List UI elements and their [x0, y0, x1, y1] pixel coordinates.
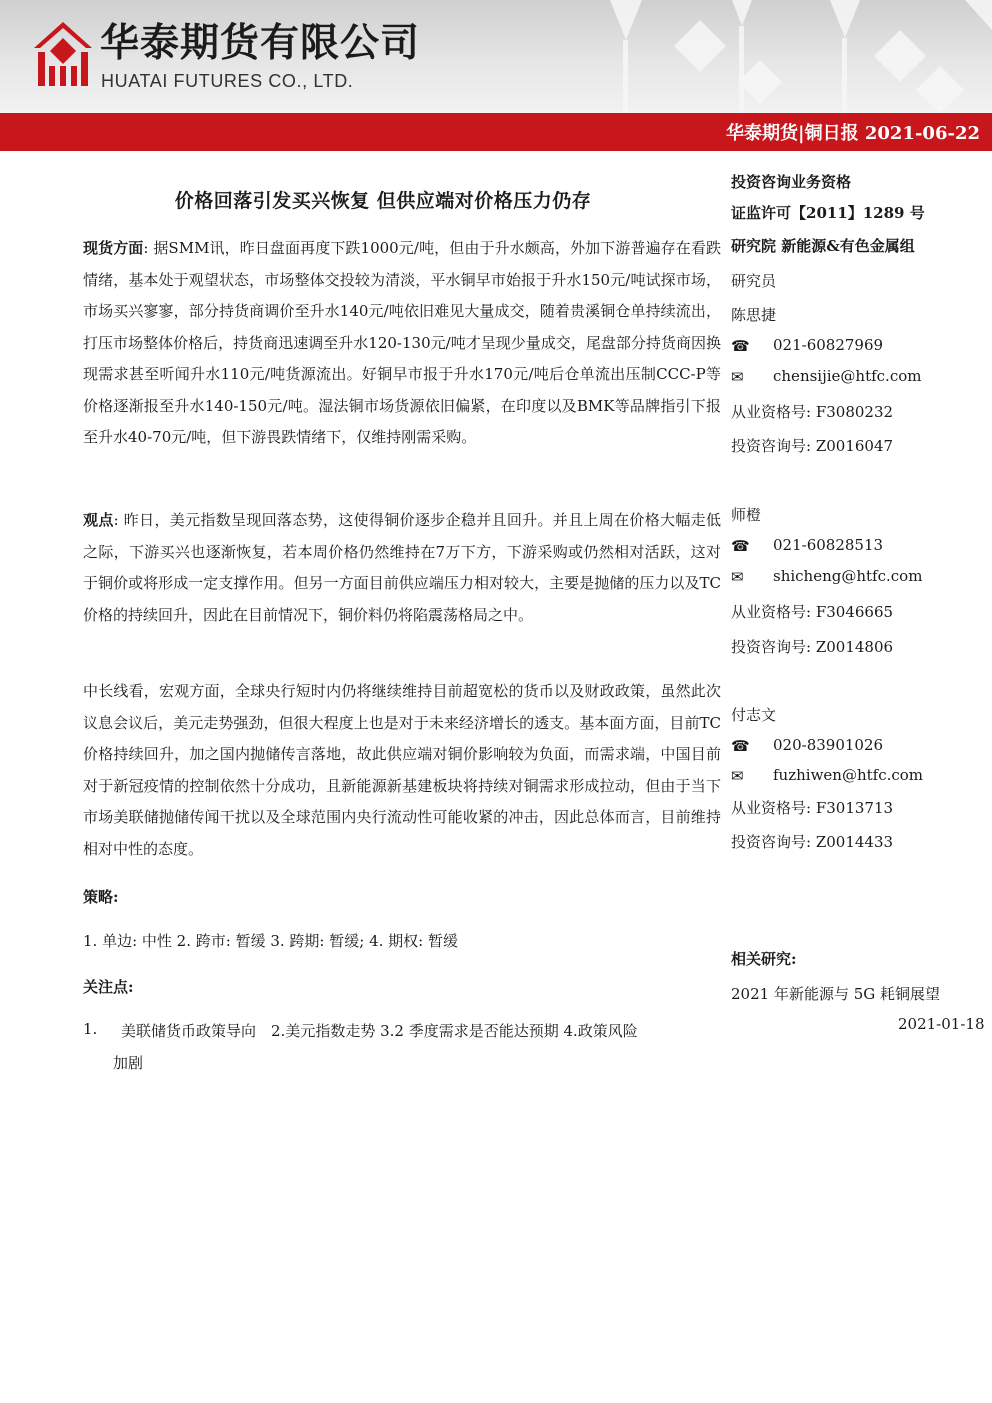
analyst-consult: 投资咨询号: Z0016047 — [731, 437, 894, 455]
long-term-paragraph: 中长线看，宏观方面，全球央行短时内仍将继续维持目前超宽松的货币以及财政政策，虽然此次议息会议后，美元走势强劲，但很大程度上也是对于未来经济增长的透支。基本面方面，目前TC价格持续回升，加之国内抛储传言落地，故此供应端对铜价影响较为负面，而需求端，中国目前对于新冠疫情的控制依然十分成功，且新能源新基建板块将持续对铜需求形成拉动，但由于当下市场美联储抛储传闻干扰以及全球范围内央行流动性可能收紧的冲击，因此总体而言，目前维持相对中性的态度。 — [83, 682, 721, 858]
analyst-email[interactable]: shicheng@htfc.com — [773, 567, 923, 585]
analyst-consult: 投资咨询号: Z0014806 — [731, 638, 894, 656]
phone-icon: ☎ — [731, 737, 750, 755]
company-logo-icon — [34, 22, 92, 86]
email-icon: ✉ — [731, 568, 744, 586]
analyst-name: 付志文 — [731, 706, 777, 724]
related-research-item[interactable]: 2021 年新能源与 5G 耗铜展望 — [731, 985, 941, 1003]
report-header — [0, 0, 992, 113]
analyst-phone-row — [731, 536, 981, 555]
strategy-text: 1. 单边: 中性 2. 跨市: 暂缓 3. 跨期: 暂缓; 4. 期权: 暂缓 — [83, 932, 458, 950]
view-paragraph — [83, 505, 721, 631]
analyst-email[interactable]: chensijie@htfc.com — [773, 367, 922, 385]
analyst-email-row — [731, 367, 981, 386]
related-research-title: 相关研究: — [731, 950, 797, 968]
analyst-phone-row — [731, 336, 981, 355]
analyst-name: 师橙 — [731, 506, 762, 524]
email-icon: ✉ — [731, 368, 744, 386]
analyst-phone: 021-60828513 — [773, 536, 884, 554]
focus-number: 1. — [83, 1020, 98, 1038]
phone-icon: ☎ — [731, 537, 750, 555]
focus-line-1: 美联储货币政策导向 2.美元指数走势 3.2 季度需求是否能达预期 4.政策风险 — [121, 1022, 638, 1040]
department: 研究院 新能源&有色金属组 — [731, 237, 915, 255]
analyst-name: 陈思捷 — [731, 306, 777, 324]
report-tag: 华泰期货|铜日报 2021-06-22 — [726, 123, 980, 144]
qualification-title: 投资咨询业务资格 — [731, 173, 852, 191]
related-research-date: 2021-01-18 — [898, 1015, 985, 1033]
analyst-consult: 投资咨询号: Z0014433 — [731, 833, 894, 851]
focus-title: 关注点: — [83, 978, 134, 996]
analyst-phone: 021-60827969 — [773, 336, 884, 354]
role-label: 研究员 — [731, 272, 777, 290]
company-name-cn: 华泰期货有限公司 — [100, 21, 421, 66]
analyst-email-row — [731, 567, 981, 586]
report-tag-bar — [0, 113, 992, 151]
view-label: 观点 — [83, 511, 114, 529]
license-number: 证监许可【2011】1289 号 — [731, 204, 925, 222]
analyst-cert: 从业资格号: F3013713 — [731, 799, 894, 817]
analyst-cert: 从业资格号: F3046665 — [731, 603, 894, 621]
analyst-cert: 从业资格号: F3080232 — [731, 403, 894, 421]
focus-line-2: 加剧 — [113, 1054, 144, 1072]
header-decoration — [380, 0, 992, 113]
analyst-email[interactable]: fuzhiwen@htfc.com — [773, 766, 924, 784]
report-title: 价格回落引发买兴恢复 但供应端对价格压力仍存 — [174, 190, 592, 212]
spot-paragraph — [83, 233, 721, 454]
analyst-phone: 020-83901026 — [773, 736, 884, 754]
spot-label: 现货方面 — [83, 239, 144, 257]
view-text: : 昨日，美元指数呈现回落态势，这使得铜价逐步企稳并且回升。并且上周在价格大幅走低之际，下游买兴也逐渐恢复，若本周价格仍然维持在7万下方，下游采购或仍然相对活跃，这对于铜价或将形成一定支撑作用。但另一方面目前供应端压力相对较大，主要是抛储的压力以及TC价格的持续回升，因此在目前情况下，铜价料仍将陷震荡格局之中。 — [83, 511, 721, 624]
analyst-email-row — [731, 766, 981, 785]
analyst-phone-row — [731, 736, 981, 755]
strategy-title: 策略: — [83, 888, 119, 906]
company-name-en: HUATAI FUTURES CO., LTD. — [101, 71, 354, 91]
email-icon: ✉ — [731, 767, 744, 785]
phone-icon: ☎ — [731, 337, 750, 355]
spot-text: : 据SMM讯，昨日盘面再度下跌1000元/吨，但由于升水颇高，外加下游普遍存在看跌情绪，基本处于观望状态，市场整体交投较为清淡，平水铜早市始报于升水150元/吨试探市场，市场买兴寥寥，部分持货商调价至升水140元/吨依旧难见大量成交，随着贵溪铜仓单持续流出，打压市场整体价格后，持货商迅速调至升水120-130元/吨才呈现少量成交，尾盘部分持货商因换现需求甚至听闻升水110元/吨货源流出。好铜早市报于升水170元/吨后仓单流出压制CCC-P等价格逐渐报至升水140-150元/吨。湿法铜市场货源依旧偏紧，在印度以及BMK等品牌指引下报至升水40-70元/吨，但下游畏跌情绪下，仅维持刚需采购。 — [83, 239, 721, 446]
